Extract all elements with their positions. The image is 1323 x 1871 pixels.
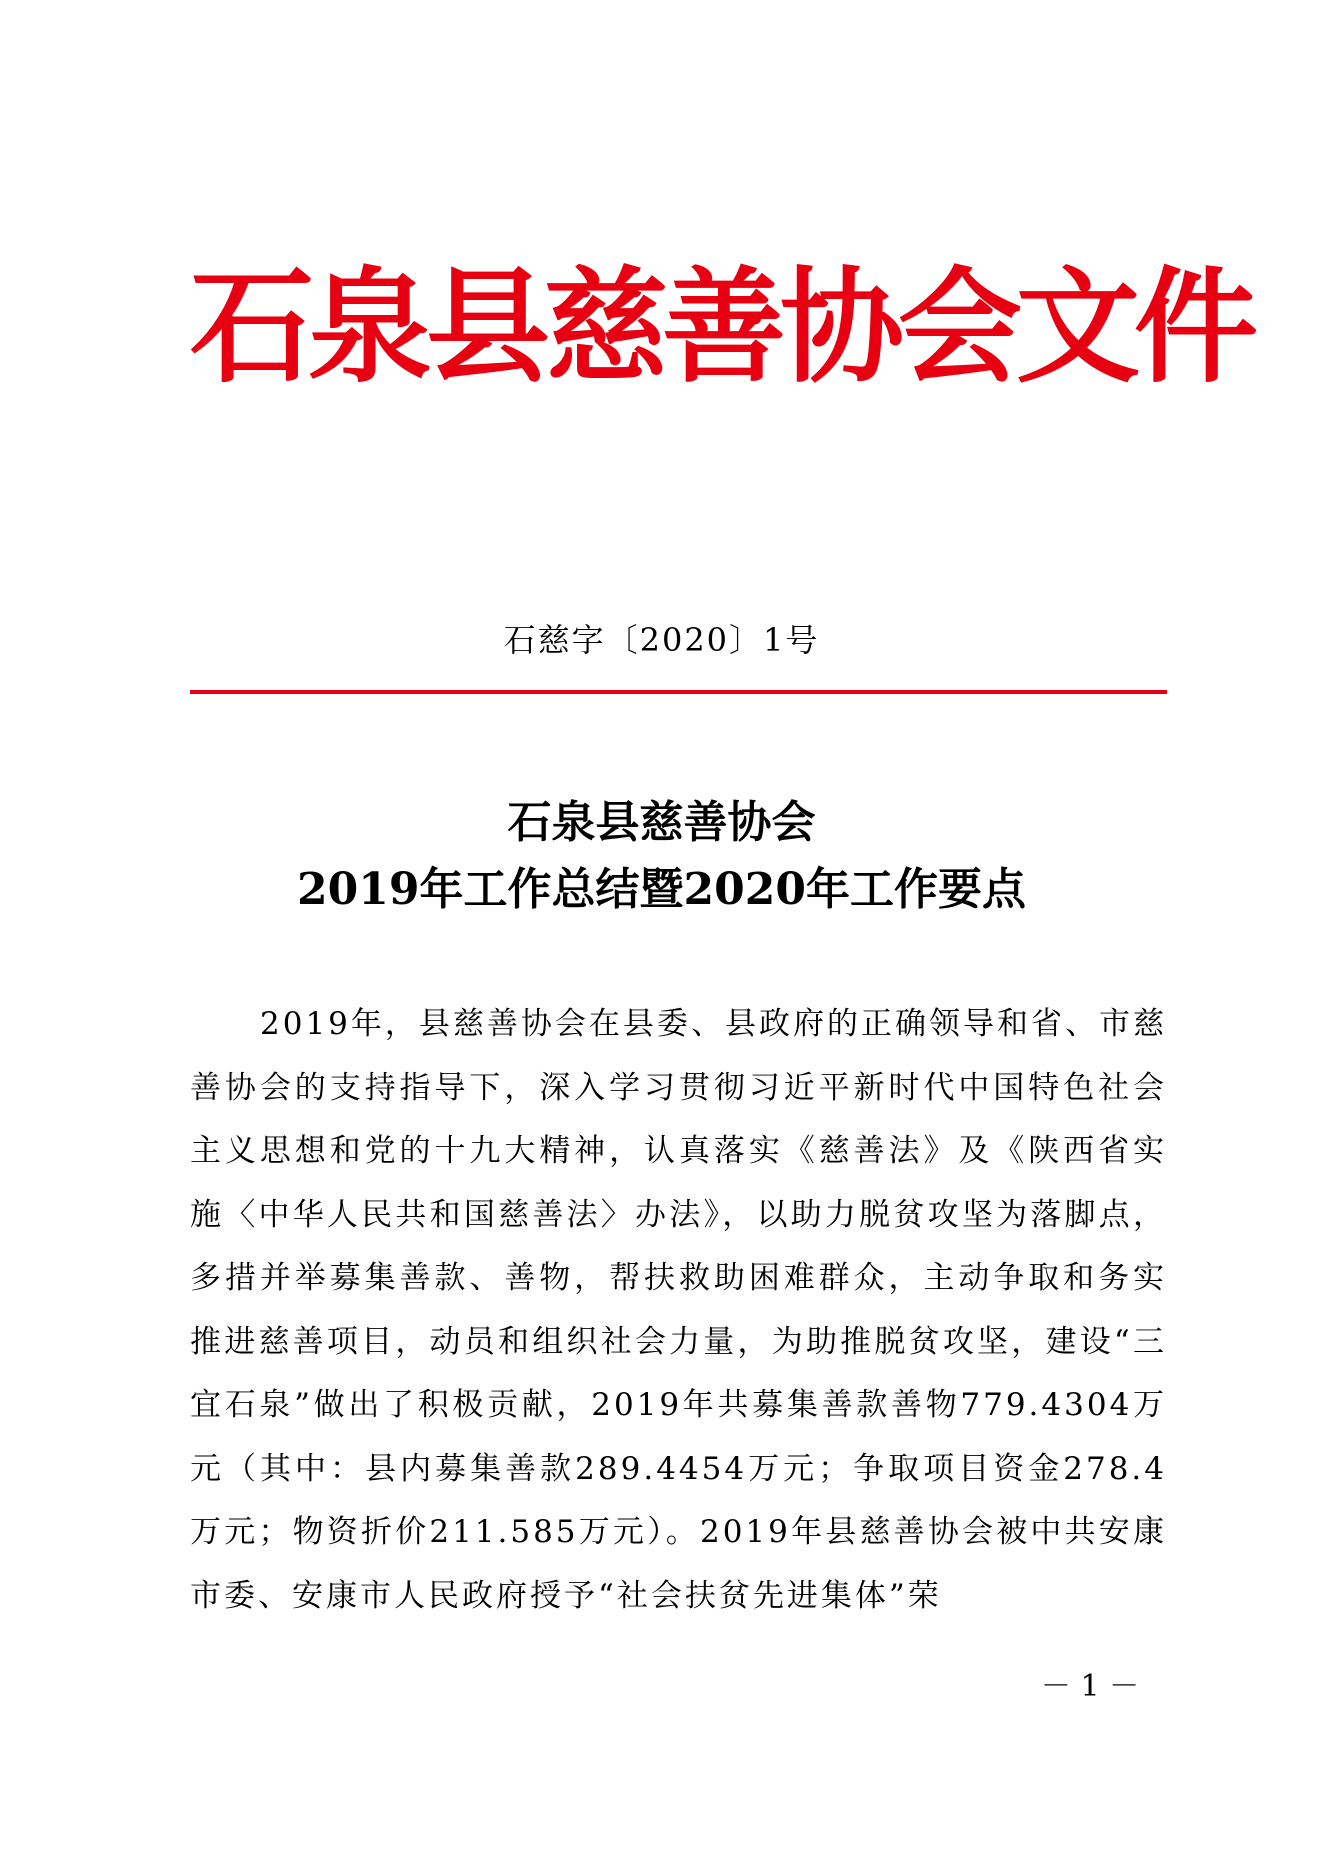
document-number: 石慈字〔2020〕1号 — [503, 621, 820, 659]
document-masthead: 石泉县慈善协会文件 — [190, 255, 1253, 400]
document-title-line-1: 石泉县慈善协会 — [507, 797, 816, 848]
document-title-line-2: 2019年工作总结暨2020年工作要点 — [297, 864, 1026, 915]
red-divider-rule — [190, 690, 1167, 694]
body-paragraph: 2019年，县慈善协会在县委、县政府的正确领导和省、市慈善协会的支持指导下，深入学习贯彻习近平新时代中国特色社会主义思想和党的十九大精神，认真落实《慈善法》及《陕西省实施〈中华人民共和国慈善法〉办法》，以助力脱贫攻坚为落脚点，多措并举募集善款、善物，帮扶救助困难群众，主动争取和务实推进慈善项目，动员和组织社会力量，为助推脱贫攻坚，建设“三宜石泉”做出了积极贡献，2019年共募集善款善物779.4304万元（其中：县内募集善款289.4454万元；争取项目资金278.4万元；物资折价211.585万元）。2019年县慈善协会被中共安康市委、安康市人民政府授予“社会扶贫先进集体”荣 — [190, 1006, 1167, 1614]
page-number: － 1 － — [1040, 1669, 1140, 1704]
